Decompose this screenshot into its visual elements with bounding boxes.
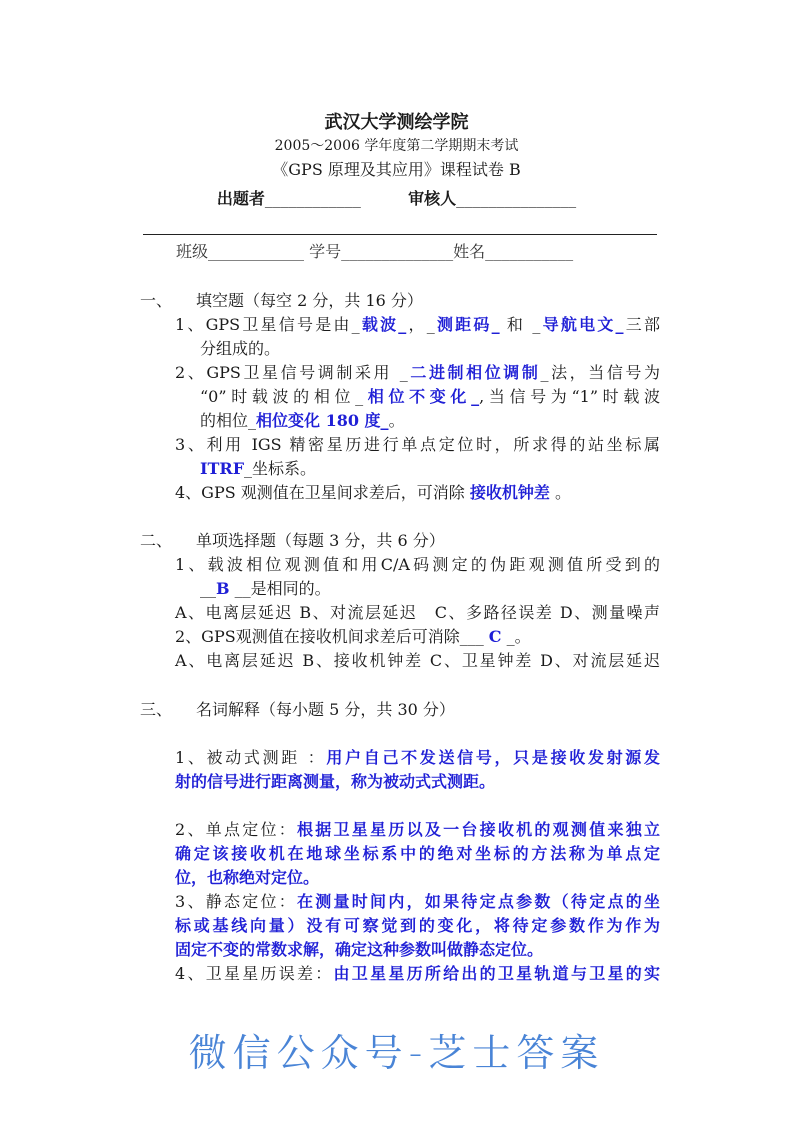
text-line — [140, 531, 445, 551]
answer-text: C — [488, 627, 502, 646]
question-text: 3、利用 IGS 精密星历进行单点定位时，所求得的站坐标属 — [175, 435, 660, 454]
question-text: A、电离层延迟 B、对流层延迟 C、多路径误差 D、测量噪声 — [175, 603, 660, 622]
answer-text: 确定该接收机在地球坐标系中的绝对坐标的方法称为单点定 — [175, 844, 660, 863]
question-text: ，_ — [406, 315, 435, 334]
answer-text: 相位变化 180 度_ — [256, 411, 389, 430]
answer-text: 在测量时间内，如果待定点参数（待定点的坐 — [297, 892, 660, 911]
student-info-row — [176, 242, 573, 262]
question-text: _法，当信号为 — [540, 363, 660, 382]
answer-text: 测距码_ — [434, 315, 500, 334]
question-text: “0”时载波的相位_ — [200, 387, 364, 406]
answer-text: 由卫星星历所给出的卫星轨道与卫星的实 — [333, 964, 660, 983]
name-label: 姓名 — [453, 242, 486, 261]
answer-text: 二进制相位调制 — [407, 363, 541, 382]
text-line — [175, 916, 660, 936]
watermark: 微信公众号-芝士答案 — [188, 1031, 605, 1075]
question-text: __是相同的。 — [229, 579, 331, 598]
text-line — [175, 772, 495, 792]
text-line — [175, 363, 660, 383]
question-text: 3、静态定位： — [175, 892, 298, 911]
question-text: 。 — [549, 483, 571, 502]
id-blank[interactable]: ______________ — [341, 242, 454, 261]
text-line — [175, 651, 660, 671]
question-text: 4、GPS 观测值在卫星间求差后，可消除 — [175, 483, 470, 502]
text-line — [175, 820, 660, 840]
answer-text: 标或基线向量）没有可察觉到的变化，将待定参数作为作为 — [175, 916, 660, 935]
question-text: 一、 填空题（每空 2 分，共 16 分） — [140, 291, 423, 310]
question-text: 2、GPS观测值在接收机间求差后可消除___ — [175, 627, 489, 646]
answer-text: 用户自己不发送信号，只是接收发射源发 — [326, 748, 660, 767]
text-line — [175, 483, 571, 503]
id-label: 学号 — [309, 242, 342, 261]
class-blank[interactable]: ____________ — [208, 242, 305, 261]
question-text: 三、 名词解释（每小题 5 分，共 30 分） — [140, 700, 455, 719]
answer-text: B — [216, 579, 230, 598]
question-text: 1、被动式测距 ： — [175, 748, 327, 767]
question-text: 三部 — [623, 315, 660, 334]
question-text: 和 _ — [499, 315, 541, 334]
text-line — [175, 435, 660, 455]
reviewer-label: 审核人 — [408, 189, 457, 208]
text-line — [175, 315, 660, 335]
text-line — [175, 748, 660, 768]
question-text: 2、单点定位： — [175, 820, 298, 839]
question-text: _坐标系。 — [244, 459, 317, 478]
text-line — [200, 579, 331, 599]
name-blank[interactable]: ___________ — [485, 242, 574, 261]
question-text: 2、GPS卫星信号调制采用 _ — [175, 363, 408, 382]
text-line — [140, 291, 423, 311]
question-text: 1、载波相位观测值和用C/A码测定的伪距观测值所受到的 — [175, 555, 660, 574]
text-line — [200, 411, 405, 431]
answer-text: ITRF — [200, 459, 245, 478]
question-text: 1、GPS卫星信号是由_ — [175, 315, 360, 334]
question-text: ,当信号为“1”时载波 — [479, 387, 660, 406]
text-line — [175, 603, 660, 623]
answer-text: 根据卫星星历以及一台接收机的观测值来独立 — [297, 820, 660, 839]
question-text: 4、卫星星历误差： — [175, 964, 334, 983]
answer-text: 相位不变化_ — [363, 387, 480, 406]
reviewer-blank[interactable]: _______________ — [456, 189, 577, 208]
answer-text: 固定不变的常数求解，确定这种参数叫做静态定位。 — [175, 940, 544, 959]
text-line — [175, 844, 660, 864]
exam-term: 2005～2006 学年度第二学期期末考试 — [274, 138, 519, 154]
text-line — [175, 964, 660, 984]
school-title: 武汉大学测绘学院 — [324, 112, 469, 133]
question-text: 。 — [388, 411, 405, 430]
text-line — [175, 555, 660, 575]
question-text: 的相位_ — [200, 411, 257, 430]
question-text: A、电离层延迟 B、接收机钟差 C、卫星钟差 D、对流层延迟 — [175, 651, 660, 670]
answer-text: 导航电文_ — [540, 315, 624, 334]
separator-line — [143, 234, 657, 235]
author-label: 出题者 — [216, 189, 265, 208]
text-line — [175, 868, 319, 888]
text-line — [200, 387, 660, 407]
text-line — [200, 339, 280, 359]
question-text: 分组成的。 — [200, 339, 281, 358]
text-line — [175, 892, 660, 912]
text-line — [140, 700, 455, 720]
text-line — [200, 459, 316, 479]
course-title: 《GPS 原理及其应用》课程试卷 B — [272, 160, 521, 179]
text-line — [175, 940, 543, 960]
answer-text: 位，也称绝对定位。 — [175, 868, 320, 887]
question-text: __ — [200, 579, 216, 598]
question-text: _。 — [501, 627, 531, 646]
author-row — [0, 186, 793, 209]
question-text: 二、 单项选择题（每题 3 分，共 6 分） — [140, 531, 445, 550]
answer-text: 射的信号进行距离测量，称为被动式式测距。 — [175, 772, 496, 791]
answer-text: 接收机钟差 — [469, 483, 550, 502]
class-label: 班级 — [176, 242, 209, 261]
answer-text: 载波_ — [359, 315, 407, 334]
author-blank[interactable]: ____________ — [264, 189, 361, 208]
text-line — [175, 627, 531, 647]
